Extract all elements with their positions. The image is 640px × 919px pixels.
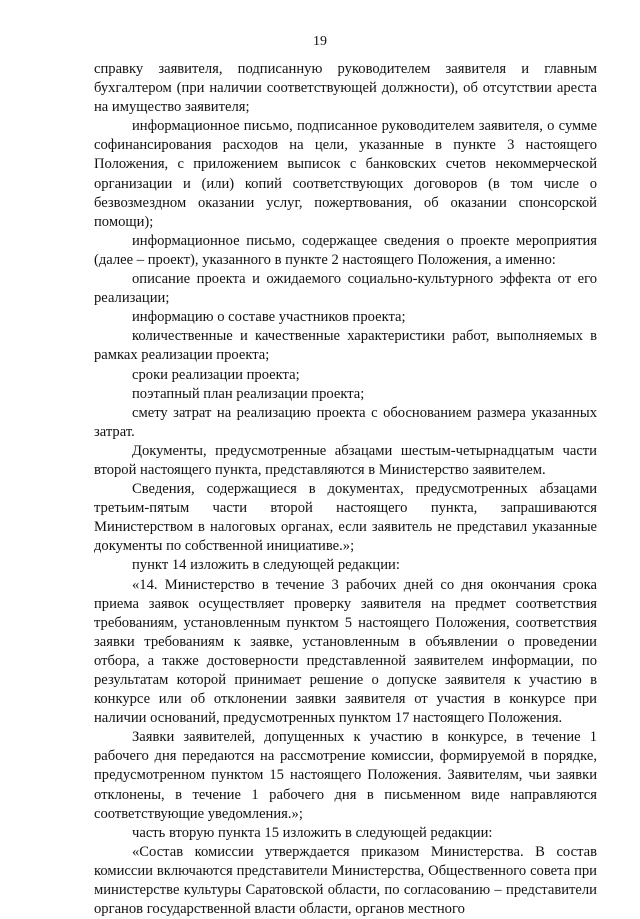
- paragraph-timeline: сроки реализации проекта;: [132, 366, 300, 383]
- paragraph-applications-transferred: Заявки заявителей, допущенных к участию в конкурсе, в течение 1 рабочего дня передаются на рассмотрение комиссии, формируемой в порядке, предусмотренном пунктом 15 настоящего Положения. Заявителям, чьи заявки отклонены, в течение 1 рабочего дня в письменном виде направляются соответствующие уведомления.»;: [94, 729, 597, 822]
- paragraph-amend-clause-15: часть вторую пункта 15 изложить в следующей редакции:: [132, 824, 493, 841]
- paragraph-cofinancing-letter: информационное письмо, подписанное руководителем заявителя, о сумме софинансирования расходов на цели, указанные в пункте 3 настоящего Положения, с приложением выписок с банковских счетов некоммерческой организации и (или) копий соответствующих договоров (в том числе о безвозмездном оказании услуг, пожертвования, об оказании спонсорской помощи);: [94, 118, 597, 230]
- paragraph-info-requested: Сведения, содержащиеся в документах, предусмотренных абзацами третьим-пятым части второй настоящего пункта, запрашиваются Министерством в налоговых органах, если заявитель не представил указанные документы по собственной инициативе.»;: [94, 481, 597, 555]
- document-body: [94, 60, 597, 919]
- paragraph-amend-clause-14: пункт 14 изложить в следующей редакции:: [132, 557, 400, 574]
- paragraph-participants: информацию о составе участников проекта;: [132, 309, 406, 326]
- paragraph-project-description: описание проекта и ожидаемого социально-культурного эффекта от его реализации;: [94, 271, 597, 307]
- paragraph-project-info-letter: информационное письмо, содержащее сведения о проекте мероприятия (далее – проект), указанного в пункте 2 настоящего Положения, а именно:: [94, 232, 597, 268]
- paragraph-certificate-no-arrest: справку заявителя, подписанную руководителем заявителя и главным бухгалтером (при наличии соответствующей должности), об отсутствии ареста на имущество заявителя;: [94, 61, 597, 116]
- paragraph-clause-14-text: «14. Министерство в течение 3 рабочих дней со дня окончания срока приема заявок осуществляет проверку заявителя на предмет соответствия требованиям, установленным пунктом 5 настоящего Положения, соответствия заявки требованиям к заявке, установленным в объявлении о проведении отбора, а также достоверности представленной заявителем информации, по результатам которой принимает решение о допуске заявителя к участию в конкурсе или об отклонении заявки заявителя от участия в конкурсе при наличии оснований, предусмотренных пунктом 17 настоящего Положения.: [94, 576, 597, 727]
- page-number: 19: [313, 34, 327, 49]
- paragraph-cost-estimate: смету затрат на реализацию проекта с обоснованием размера указанных затрат.: [94, 404, 597, 440]
- paragraph-work-characteristics: количественные и качественные характеристики работ, выполняемых в рамках реализации проекта;: [94, 328, 597, 364]
- paragraph-stage-plan: поэтапный план реализации проекта;: [132, 385, 365, 402]
- paragraph-commission-composition: «Состав комиссии утверждается приказом Министерства. В состав комиссии включаются представители Министерства, Общественного совета при министерстве культуры Саратовской области, по согласованию – представители органов государственной власти области, органов местного: [94, 843, 597, 918]
- paragraph-documents-submitted: Документы, предусмотренные абзацами шестым-четырнадцатым части второй настоящего пункта, представляются в Министерство заявителем.: [94, 442, 597, 478]
